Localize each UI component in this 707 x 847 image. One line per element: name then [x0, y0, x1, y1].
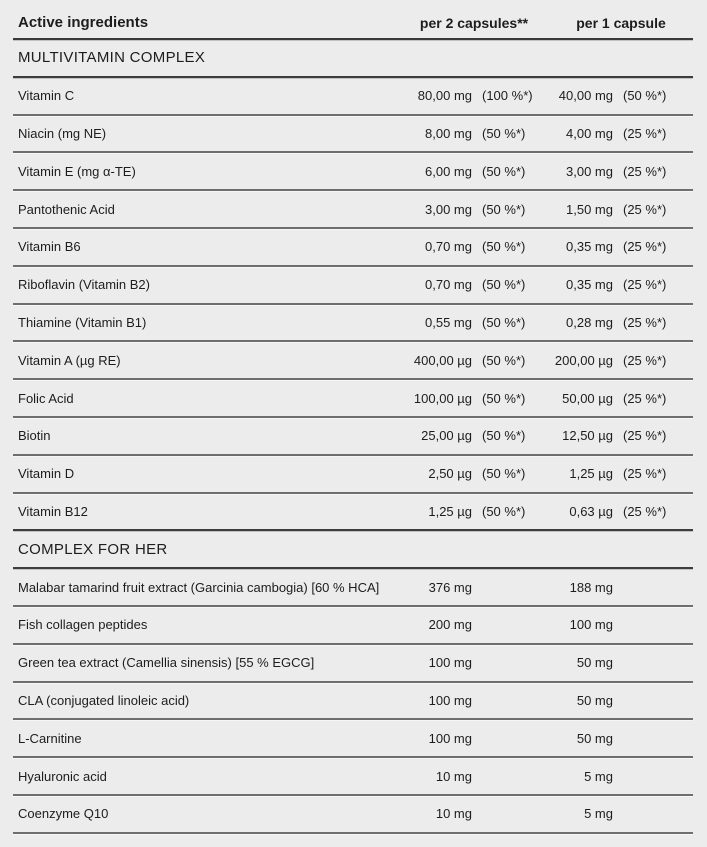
ingredient-row: [13, 116, 693, 154]
amount-per-2-capsules: 3,00 mg: [425, 201, 472, 217]
column-header-per-1-capsule: per 1 capsule: [576, 15, 666, 31]
percent-nrv-per-2-capsules: (100 %*): [482, 88, 533, 104]
amount-per-1-capsule: 1,25 µg: [569, 466, 613, 482]
ingredient-name: Folic Acid: [18, 390, 74, 406]
amount-per-1-capsule: 50 mg: [576, 730, 613, 746]
ingredient-row: [13, 569, 693, 607]
ingredient-name: Malabar tamarind fruit extract (Garcinia cambogia) [60 % HCA]: [18, 579, 380, 595]
percent-nrv-per-2-capsules: (50 %*): [482, 201, 526, 217]
amount-per-1-capsule: 12,50 µg: [562, 428, 613, 444]
percent-nrv-per-1-capsule: (25 %*): [623, 277, 667, 293]
column-header-active-ingredients: Active ingredients: [18, 14, 149, 31]
percent-nrv-per-1-capsule: (25 %*): [623, 163, 667, 179]
amount-per-1-capsule: 40,00 mg: [558, 88, 613, 104]
ingredient-row: [13, 418, 693, 456]
ingredient-name: L-Carnitine: [18, 730, 82, 746]
percent-nrv-per-2-capsules: (50 %*): [482, 466, 526, 482]
amount-per-1-capsule: 188 mg: [569, 579, 613, 595]
amount-per-2-capsules: 200 mg: [428, 617, 472, 633]
ingredient-name: Riboflavin (Vitamin B2): [18, 277, 150, 293]
ingredient-row: [13, 796, 693, 834]
percent-nrv-per-2-capsules: (50 %*): [482, 277, 526, 293]
percent-nrv-per-1-capsule: (25 %*): [623, 125, 667, 141]
amount-per-1-capsule: 4,00 mg: [566, 125, 613, 141]
percent-nrv-per-2-capsules: (50 %*): [482, 163, 526, 179]
ingredient-name: Vitamin E (mg α-TE): [18, 163, 136, 179]
percent-nrv-per-2-capsules: (50 %*): [482, 390, 526, 406]
amount-per-1-capsule: 200,00 µg: [554, 352, 613, 368]
amount-per-2-capsules: 80,00 mg: [417, 88, 472, 104]
ingredient-row: [13, 456, 693, 494]
amount-per-2-capsules: 100 mg: [428, 730, 472, 746]
ingredient-name: Niacin (mg NE): [18, 125, 107, 141]
ingredient-row: [13, 191, 693, 229]
amount-per-2-capsules: 8,00 mg: [425, 125, 472, 141]
ingredient-row: [13, 758, 693, 796]
ingredient-name: Thiamine (Vitamin B1): [18, 314, 147, 330]
amount-per-2-capsules: 6,00 mg: [425, 163, 472, 179]
ingredient-name: Green tea extract (Camellia sinensis) [55 % EGCG]: [18, 655, 315, 671]
amount-per-1-capsule: 0,35 mg: [566, 277, 613, 293]
section-title: COMPLEX FOR HER: [18, 540, 168, 558]
amount-per-1-capsule: 50,00 µg: [562, 390, 613, 406]
section-title: MULTIVITAMIN COMPLEX: [18, 49, 206, 67]
ingredient-row: [13, 683, 693, 721]
percent-nrv-per-1-capsule: (25 %*): [623, 428, 667, 444]
ingredient-name: Vitamin B12: [18, 503, 88, 519]
amount-per-2-capsules: 10 mg: [435, 768, 472, 784]
ingredient-row: [13, 645, 693, 683]
section-header-row: [13, 531, 693, 569]
percent-nrv-per-2-capsules: (50 %*): [482, 125, 526, 141]
percent-nrv-per-2-capsules: (50 %*): [482, 239, 526, 255]
percent-nrv-per-1-capsule: (25 %*): [623, 466, 667, 482]
ingredient-name: Vitamin A (µg RE): [18, 352, 121, 368]
percent-nrv-per-2-capsules: (50 %*): [482, 352, 526, 368]
amount-per-1-capsule: 50 mg: [576, 692, 613, 708]
ingredient-name: CLA (conjugated linoleic acid): [18, 692, 190, 708]
amount-per-2-capsules: 400,00 µg: [413, 352, 472, 368]
percent-nrv-per-2-capsules: (50 %*): [482, 503, 526, 519]
percent-nrv-per-1-capsule: (50 %*): [623, 88, 667, 104]
table-header-row: [13, 0, 693, 40]
amount-per-1-capsule: 0,63 µg: [569, 503, 613, 519]
column-header-per-2-capsules: per 2 capsules**: [419, 15, 529, 31]
ingredient-row: [13, 78, 693, 116]
percent-nrv-per-1-capsule: (25 %*): [623, 503, 667, 519]
ingredient-row: [13, 494, 693, 532]
percent-nrv-per-1-capsule: (25 %*): [623, 201, 667, 217]
amount-per-1-capsule: 0,35 mg: [566, 239, 613, 255]
amount-per-1-capsule: 100 mg: [569, 617, 613, 633]
amount-per-2-capsules: 2,50 µg: [428, 466, 472, 482]
amount-per-2-capsules: 100 mg: [428, 655, 472, 671]
ingredient-row: [13, 305, 693, 343]
amount-per-1-capsule: 0,28 mg: [566, 314, 613, 330]
percent-nrv-per-2-capsules: (50 %*): [482, 314, 526, 330]
amount-per-2-capsules: 0,55 mg: [425, 314, 472, 330]
amount-per-1-capsule: 5 mg: [584, 768, 613, 784]
amount-per-2-capsules: 1,25 µg: [428, 503, 472, 519]
section-header-row: [13, 40, 693, 78]
ingredient-row: [13, 267, 693, 305]
amount-per-2-capsules: 0,70 mg: [425, 239, 472, 255]
ingredient-row: [13, 229, 693, 267]
amount-per-2-capsules: 0,70 mg: [425, 277, 472, 293]
ingredient-name: Biotin: [18, 428, 51, 444]
ingredient-name: Pantothenic Acid: [18, 201, 115, 217]
percent-nrv-per-1-capsule: (25 %*): [623, 239, 667, 255]
percent-nrv-per-1-capsule: (25 %*): [623, 352, 667, 368]
ingredient-name: Hyaluronic acid: [18, 768, 107, 784]
percent-nrv-per-1-capsule: (25 %*): [623, 314, 667, 330]
amount-per-2-capsules: 100,00 µg: [413, 390, 472, 406]
amount-per-2-capsules: 376 mg: [428, 579, 472, 595]
table-body: [13, 40, 693, 834]
ingredient-row: [13, 342, 693, 380]
ingredient-row: [13, 607, 693, 645]
ingredient-name: Coenzyme Q10: [18, 806, 109, 822]
amount-per-1-capsule: 50 mg: [576, 655, 613, 671]
amount-per-2-capsules: 100 mg: [428, 692, 472, 708]
ingredient-row: [13, 153, 693, 191]
amount-per-1-capsule: 5 mg: [584, 806, 613, 822]
percent-nrv-per-2-capsules: (50 %*): [482, 428, 526, 444]
ingredient-row: [13, 720, 693, 758]
amount-per-2-capsules: 10 mg: [435, 806, 472, 822]
amount-per-2-capsules: 25,00 µg: [421, 428, 472, 444]
ingredient-row: [13, 380, 693, 418]
amount-per-1-capsule: 1,50 mg: [566, 201, 613, 217]
ingredient-name: Fish collagen peptides: [18, 617, 148, 633]
ingredient-name: Vitamin B6: [18, 239, 81, 255]
ingredient-name: Vitamin C: [18, 88, 75, 104]
percent-nrv-per-1-capsule: (25 %*): [623, 390, 667, 406]
ingredient-name: Vitamin D: [18, 466, 75, 482]
amount-per-1-capsule: 3,00 mg: [566, 163, 613, 179]
